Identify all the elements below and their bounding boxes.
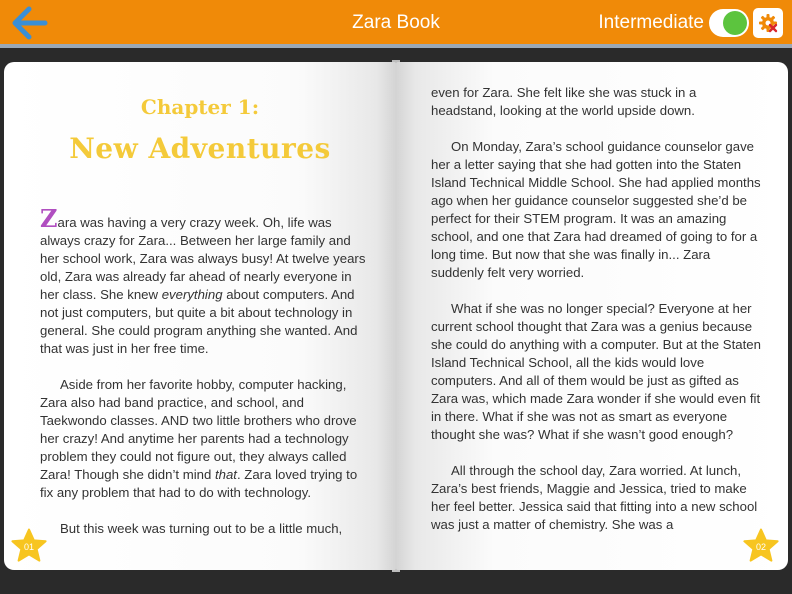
- book: [0, 48, 792, 594]
- toggle-knob: [723, 11, 747, 35]
- paragraph: [40, 204, 366, 358]
- paragraph: even for Zara. She felt like she was stuck in a headstand, looking at the world upside down.: [431, 85, 697, 118]
- paragraph-text: about computers. And not just computers, but quite a bit about technology in general. She could program anything she wanted. And that was just in her free time.: [40, 287, 358, 356]
- paragraph-text: . Zara loved trying to fix any problem that had to do with technology.: [40, 467, 358, 500]
- page-number: 02: [755, 542, 766, 552]
- emphasis: that: [214, 467, 237, 482]
- emphasis: everything: [161, 287, 223, 302]
- right-page-text: [431, 84, 761, 552]
- page-number-star-right[interactable]: [742, 528, 780, 564]
- paragraph: But this week was turning out to be a little much,: [60, 521, 343, 536]
- page-number: 01: [23, 542, 34, 552]
- left-page[interactable]: [4, 62, 396, 570]
- top-bar: [0, 0, 792, 48]
- settings-button[interactable]: [753, 8, 783, 38]
- left-page-text: [40, 204, 366, 556]
- paragraph-text: Aside from her favorite hobby, computer hacking, Zara also had band practice, and school, and Taekwondo classes. AND two little brothers who drove her crazy! And anytime her parents had a technology problem they could not figure out, they always called Zara! Though she didn’t mind: [40, 377, 357, 482]
- paragraph: On Monday, Zara’s school guidance counselor gave her a letter saying that she had gotten into the Staten Island Technical Middle School. She had applied months ago when her guidance counselor suggested she’d be perfect for their STEM program. It was an amazing school, and one that Zara had dreamed of going to for a long time. But now that she was finally in... Zara suddenly felt very worried.: [431, 139, 761, 280]
- drop-cap: Z: [40, 204, 58, 233]
- paragraph: What if she was no longer special? Everyone at her current school thought that Zara was a genius because she could do anything with a computer. But at the Staten Island Technical School, all the kids would love computers. And all of them would be just as gifted as Zara was, which made Zara wonder if she would even fit in there. What if she was not as smart as everyone thought she was? What if she wasn’t good enough?: [431, 301, 761, 442]
- level-label: Intermediate: [598, 12, 704, 33]
- chapter-number: Chapter 1:: [140, 95, 260, 119]
- paragraph: [40, 376, 366, 502]
- level-toggle[interactable]: [709, 9, 749, 37]
- page-number-star-left[interactable]: [10, 528, 48, 564]
- app-title: Zara Book: [352, 12, 440, 33]
- paragraph-text: ara was having a very crazy week. Oh, life was always crazy for Zara... Between her large family and her school work, Zara was always busy! At twelve years old, Zara was already far ahead of nearly everyone in her class. She knew: [40, 215, 366, 302]
- right-page[interactable]: [396, 62, 788, 570]
- chapter-title: New Adventures: [69, 132, 331, 165]
- settings-icon: [758, 13, 778, 33]
- paragraph: All through the school day, Zara worried. At lunch, Zara’s best friends, Maggie and Jessica, tried to make her feel better. Jessica said that fitting into a new school was just a matter of chemistry. She was a: [431, 463, 758, 532]
